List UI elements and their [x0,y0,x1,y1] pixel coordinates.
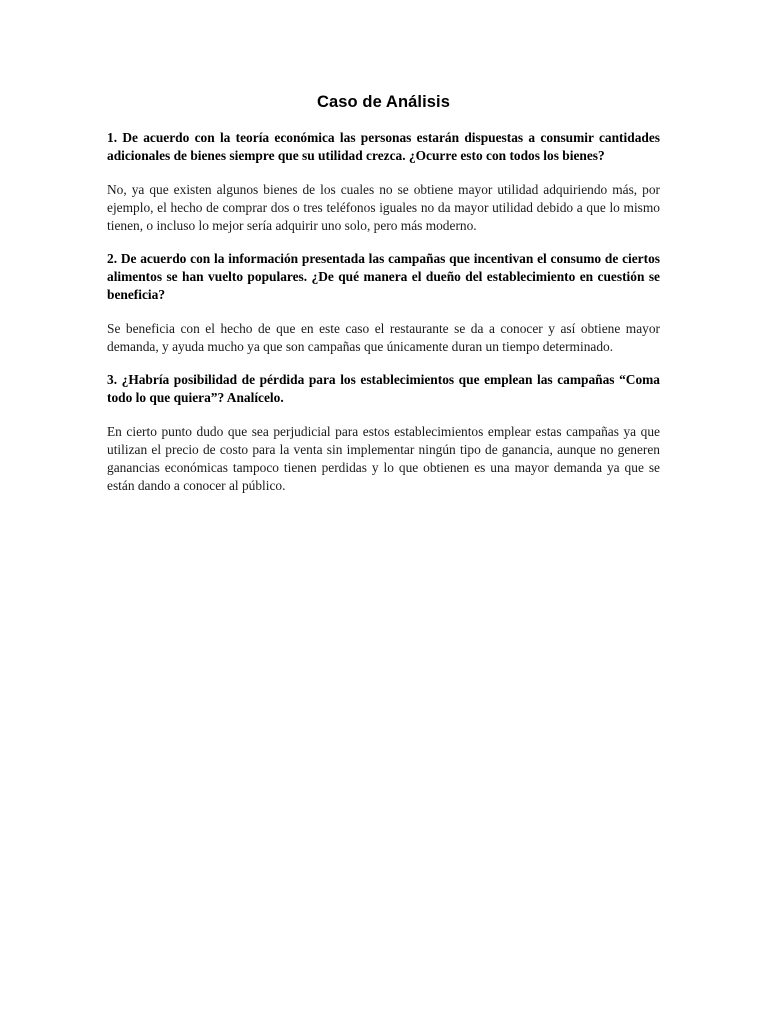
question-1: 1. De acuerdo con la teoría económica las personas estarán dispuestas a consumir cantidades adicionales de bienes siempre que su utilidad crezca. ¿Ocurre esto con todos los bienes? [107,130,660,163]
answer-2: Se beneficia con el hecho de que en este caso el restaurante se da a conocer y así obtiene mayor demanda, y ayuda mucho ya que son campañas que únicamente duran un tiempo determinado. [107,321,660,354]
answer-1: No, ya que existen algunos bienes de los cuales no se obtiene mayor utilidad adquiriendo más, por ejemplo, el hecho de comprar dos o tres teléfonos iguales no da mayor utilidad debido a que lo mismo tienen, o incluso lo mejor sería adquirir uno solo, pero más moderno. [107,182,660,233]
question-2: 2. De acuerdo con la información presentada las campañas que incentivan el consumo de ciertos alimentos se han vuelto populares. ¿De qué manera el dueño del establecimiento en cuestión se beneficia? [107,251,660,302]
section-3 [107,371,660,495]
section-2 [107,250,660,356]
answer-3: En cierto punto dudo que sea perjudicial para estos establecimientos emplear estas campañas ya que utilizan el precio de costo para la venta sin implementar ningún tipo de ganancia, aunque no generen ganancias económicas tampoco tienen perdidas y lo que obtienen es una mayor demanda ya que se están dando a conocer al público. [107,424,660,493]
question-3: 3. ¿Habría posibilidad de pérdida para los establecimientos que emplean las campañas “Coma todo lo que quiera”? Analícelo. [107,372,660,405]
section-1 [107,129,660,235]
document-title: Caso de Análisis [316,93,451,111]
